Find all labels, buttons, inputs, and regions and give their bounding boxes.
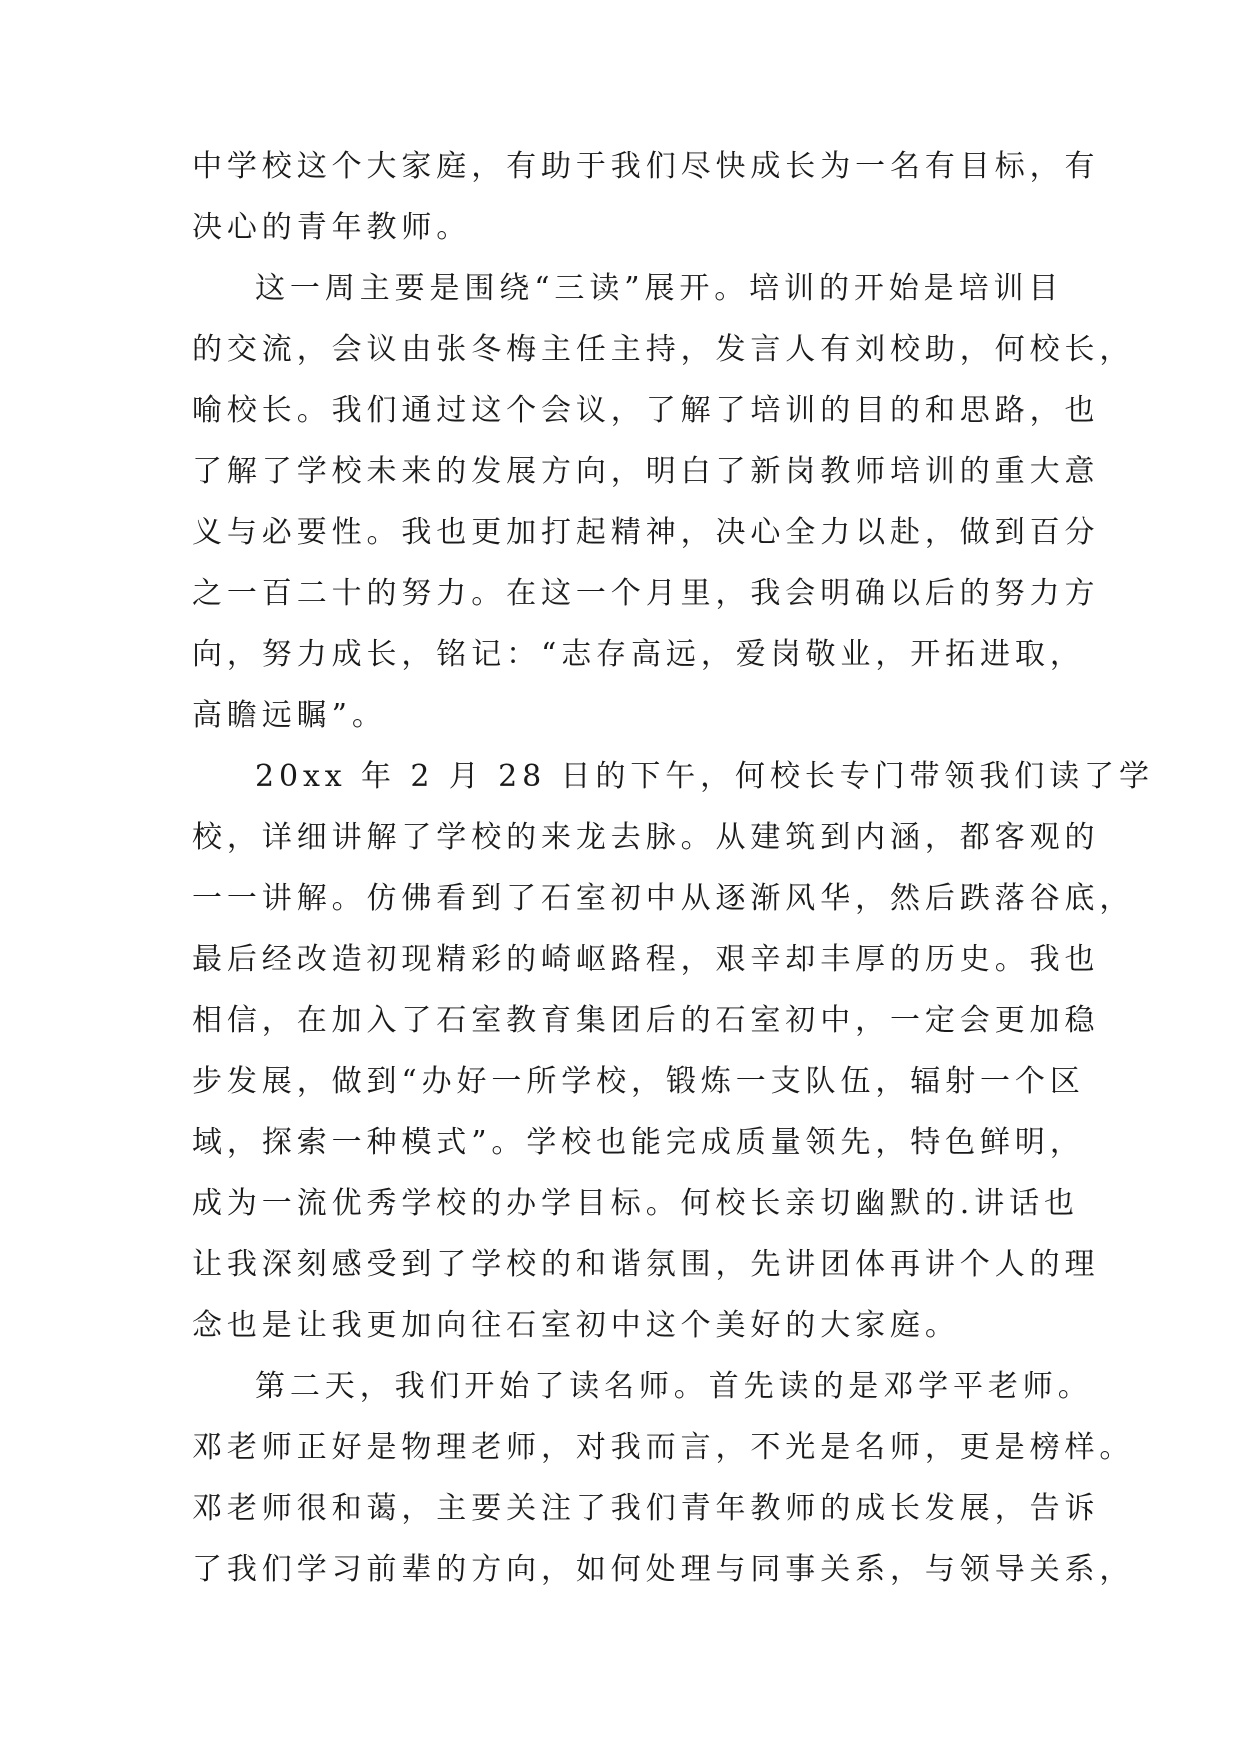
text-line: 成为一流优秀学校的办学目标。何校长亲切幽默的.讲话也 (192, 1186, 1079, 1221)
text-line: 中学校这个大家庭，有助于我们尽快成长为一名有目标，有 (192, 149, 1100, 184)
text-line: 向，努力成长，铭记：“志存高远，爱岗敬业，开拓进取， (192, 637, 1085, 672)
text-line: 校，详细讲解了学校的来龙去脉。从建筑到内涵，都客观的 (192, 820, 1100, 855)
paragraph-start-line: 第二天，我们开始了读名师。首先读的是邓学平老师。 (255, 1369, 1093, 1404)
text-line: 邓老师很和蔼，主要关注了我们青年教师的成长发展，告诉 (192, 1491, 1100, 1526)
text-line: 域，探索一种模式”。学校也能完成质量领先，特色鲜明， (192, 1125, 1085, 1160)
text-line: 高瞻远瞩”。 (192, 698, 387, 733)
text-line: 念也是让我更加向往石室初中这个美好的大家庭。 (192, 1308, 960, 1343)
text-line: 让我深刻感受到了学校的和谐氛围，先讲团体再讲个人的理 (192, 1247, 1100, 1282)
paragraph-start-line: 20xx 年 2 月 28 日的下午，何校长专门带领我们读了学 (255, 759, 1154, 794)
text-line: 相信，在加入了石室教育集团后的石室初中，一定会更加稳 (192, 1003, 1100, 1038)
text-line: 的交流，会议由张冬梅主任主持，发言人有刘校助，何校长， (192, 332, 1135, 367)
text-line: 决心的青年教师。 (192, 210, 472, 245)
text-line: 邓老师正好是物理老师，对我而言，不光是名师，更是榜样。 (192, 1430, 1135, 1465)
text-line: 了我们学习前辈的方向，如何处理与同事关系，与领导关系， (192, 1552, 1135, 1587)
text-line: 了解了学校未来的发展方向，明白了新岗教师培训的重大意 (192, 454, 1100, 489)
paragraph-start-line: 这一周主要是围绕“三读”展开。培训的开始是培训目 (255, 271, 1064, 306)
text-line: 义与必要性。我也更加打起精神，决心全力以赴，做到百分 (192, 515, 1100, 550)
text-line: 一一讲解。仿佛看到了石室初中从逐渐风华，然后跌落谷底， (192, 881, 1135, 916)
text-line: 步发展，做到“办好一所学校，锻炼一支队伍，辐射一个区 (192, 1064, 1085, 1099)
text-line: 之一百二十的努力。在这一个月里，我会明确以后的努力方 (192, 576, 1100, 611)
text-line: 最后经改造初现精彩的崎岖路程，艰辛却丰厚的历史。我也 (192, 942, 1100, 977)
text-line: 喻校长。我们通过这个会议，了解了培训的目的和思路，也 (192, 393, 1100, 428)
